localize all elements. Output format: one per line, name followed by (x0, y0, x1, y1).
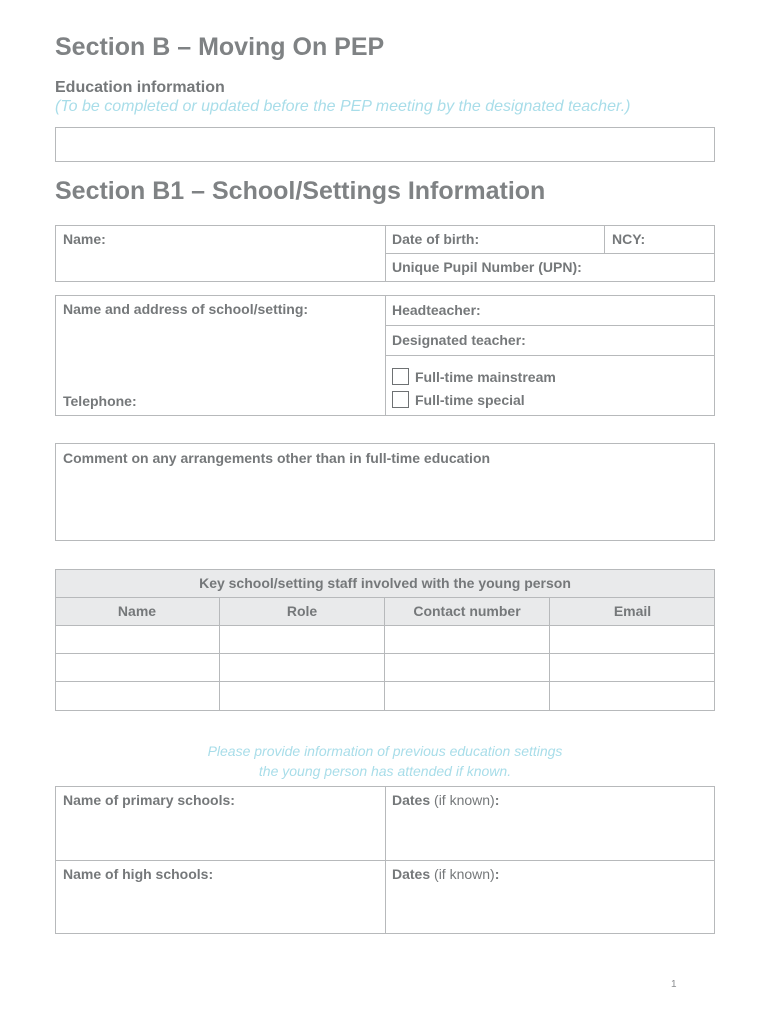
page-number: 1 (671, 979, 677, 990)
high-schools-label: Name of high schools: (63, 866, 214, 882)
high-dates-label: Dates (if known): (392, 866, 500, 882)
fulltime-mainstream-label: Full-time mainstream (415, 369, 556, 385)
staff-email-cell[interactable] (550, 682, 714, 710)
telephone-label: Telephone: (63, 393, 137, 409)
upn-label: Unique Pupil Number (UPN): (392, 259, 582, 275)
fulltime-special-label: Full-time special (415, 392, 525, 408)
divider (604, 225, 605, 253)
designated-teacher-label: Designated teacher: (392, 332, 526, 348)
column-header-contact: Contact number (413, 603, 521, 619)
section-b1-title: Section B1 – School/Settings Information (55, 177, 546, 205)
ncy-label: NCY: (612, 231, 646, 247)
divider (55, 860, 715, 861)
fulltime-special-checkbox[interactable] (392, 391, 409, 408)
primary-schools-label: Name of primary schools: (63, 792, 235, 808)
divider (55, 597, 715, 598)
education-note: (To be completed or updated before the PEP meeting by the designated teacher.) (55, 98, 631, 115)
divider (385, 325, 715, 326)
column-header-role: Role (286, 603, 318, 619)
name-label: Name: (63, 231, 106, 247)
education-info-field[interactable] (55, 127, 715, 162)
school-name-address-label: Name and address of school/setting: (63, 301, 309, 317)
previous-education-note-line1: Please provide information of previous education settings (207, 743, 563, 759)
section-b-title: Section B – Moving On PEP (55, 33, 385, 61)
column-header-email: Email (613, 603, 652, 619)
headteacher-label: Headteacher: (392, 302, 481, 318)
staff-role-cell[interactable] (220, 626, 384, 653)
staff-contact-cell[interactable] (385, 654, 549, 681)
staff-email-cell[interactable] (550, 626, 714, 653)
staff-name-cell[interactable] (56, 654, 219, 681)
staff-email-cell[interactable] (550, 654, 714, 681)
staff-contact-cell[interactable] (385, 626, 549, 653)
comment-label: Comment on any arrangements other than in full-time education (63, 450, 491, 466)
divider (385, 355, 715, 356)
column-header-name: Name (117, 603, 157, 619)
staff-contact-cell[interactable] (385, 682, 549, 710)
staff-role-cell[interactable] (220, 654, 384, 681)
education-heading: Education information (55, 79, 225, 96)
divider (385, 253, 715, 254)
previous-education-note-line2: the young person has attended if known. (258, 763, 512, 779)
staff-name-cell[interactable] (56, 682, 219, 710)
staff-table-title: Key school/setting staff involved with the young person (199, 575, 571, 591)
dob-label: Date of birth: (392, 231, 480, 247)
staff-name-cell[interactable] (56, 626, 219, 653)
staff-role-cell[interactable] (220, 682, 384, 710)
primary-dates-label: Dates (if known): (392, 792, 500, 808)
fulltime-mainstream-checkbox[interactable] (392, 368, 409, 385)
